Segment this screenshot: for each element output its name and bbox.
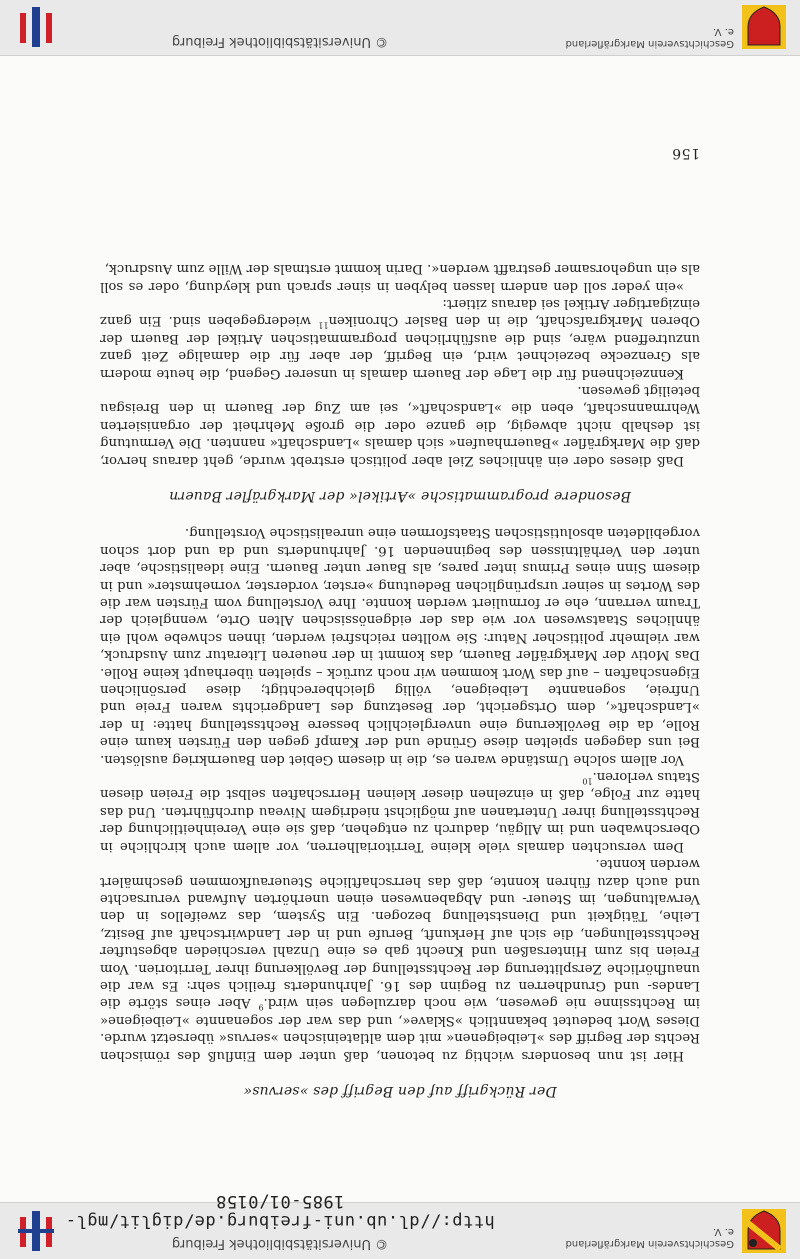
coat-of-arms-icon [742,1209,786,1253]
footnote-marker[interactable]: 10 [582,776,593,786]
section-heading-artikel: Besondere programmatische »Artikel« der Markgräfler Bauern [168,488,632,504]
association-name: Geschichtsverein Markgräflerland e. V. [565,1226,734,1249]
association-name: Geschichtsverein Markgräflerland e. V. [565,26,734,49]
paragraph: »ein yeder soll den andern lassen belyben in siner sprach und kleydung, oder es soll als ein ungehorsamer gestrafft werden«. Darin kommt erstmals der Wille zum Ausdruck, [100,261,700,294]
footnote-marker[interactable]: 9 [258,1002,264,1012]
paragraph: Kennzeichnend für die Lage der Bauern damals in unserer Gegend, die heute modern als Grenzecke bezeichnet wird, ein Begriff, der aber für die damalige Zeit ganz unzutreffend wäre, sind die ausführlichen programmatischen Artikel der Bauern der Oberen Markgrafschaft, die in den Basler Chroniken$^{11}$ wiedergegeben sind. Ein ganz einzigartiger Artikel sei daraus zitiert: [100,295,700,381]
paragraph: Vor allem solche Umstände waren es, die in diesem Gebiet den Bauernkrieg auslösten. Bei uns dagegen spielten diese Gründe und der Kampf gegen den Fürsten kaum eine Rolle, da die Bevölkerung eine unvergleichlich bessere Rechtsstellung hatte: In der »Landschaft«, dem Ortsgericht, der Besetzung des Landgerichts waren Freie und Unfreie, sogenannte Leibeigene, völlig gleichberechtigt; diese persönlichen Eigenschaften – auf das Wort kommen wir noch zurück – spielten überhaupt keine Rolle. Das Motiv der Markgräfler Bauern, das kommt in der neueren Literatur zum Ausdruck, war vielmehr politischer Natur: Sie wollten reichsfrei werden, ihnen schwebe wohl ein ähnliches Staatswesen vor wie das der eidgenössischen Alten Orte, wenngleich der Traum verrann, ehe er formuliert werden konnte. Ihre Vorstellung vom Fürsten war die des Wortes in seiner ursprünglichen Bedeutung »erster, vorderster, vornehmster« und in diesem Sinn eines Primus inter pares, als Bauer unter Bauern. Eine idealistische, aber unter den Verhältnissen des beginnenden 16. Jahrhunderts und da und dort schon vorgebildeten absolutistischen Staatsformen eine unrealistische Vorstellung. [100,525,700,767]
paragraph: Daß dieses oder ein ähnliches Ziel aber politisch erstrebt wurde, geht daraus hervor, daß die Markgräfler »Bauernhaufen« sich damals »Landschaft« nannten. Die Vermutung ist deshalb nicht abwegig, die ganze oder die große Mehrheit der organisierten Wehrmannschaft, eben die »Landschaft«, sei am Zug der Bauern in den Breisgau beteiligt gewesen. [100,382,700,468]
footnote-marker[interactable]: 11 [318,320,329,330]
coat-of-arms-icon [742,5,786,49]
library-copyright: © Universitätsbibliothek Freiburg [171,1236,389,1251]
library-copyright: © Universitätsbibliothek Freiburg [171,34,389,49]
footer-band [0,0,800,56]
university-library-logo-icon [14,1209,58,1253]
section-heading-servus: Der Rückgriff auf den Begriff des »servus« [243,1083,557,1099]
document-url[interactable]: http://dl.ub.uni-freiburg.de/diglit/mgl-1985-01/0158 [65,1191,495,1231]
page-number: 156 [671,145,700,161]
header-band [0,1191,800,1259]
paragraph: Dem versuchten damals viele kleine Territorialherren, vor allem auch kirchliche in Oberschwaben und im Allgäu, dadurch zu entgehen, daß sie eine Vereinheitlichung der Rechtsstellung ihrer Untertanen auf möglichst niedrigem Niveau durchführten. Und das hatte zur Folge, daß in einzelnen dieser kleinen Herrschaften selbst die Freien diesen Status verloren.$^{10}$ [100,769,700,854]
paragraph: Hier ist nun besonders wichtig zu betonen, daß unter dem Einfluß des römischen Rechts der Begriff des »Leibeigenen« mit dem altlateinischen »servus« übersetzt wurde. Dieses Wort bedeutet bekanntlich »Sklave«, und das war der sogenannte »Leibeigene« im Rechtssinne nie gewesen, wie noch darzulegen sein wird.$^9$ Aber eines störte die Landes- und Grundherren zu Beginn des 16. Jahrhunderts freilich sehr: Es war die unaufhörliche Zersplitterung der Rechtsstellung der Bevölkerung ihrer Territorien. Vom Freien bis zum Hintersaßen und Knecht gab es eine Unzahl verschieden abgestufter Rechtsstellungen, die sich auf Herkunft, Berufe und in der Landwirtschaft auf Besitz, Leihe, Tätigkeit und Dienststellung bezogen. Ein System, das zweifellos in den Verwaltungen, im Steuer- und Abgabenwesen einen unerhörten Aufwand verursachte und auch dazu führen konnte, daß das herrschaftliche Steueraufkommen geschmälert werden konnte. [100,856,700,1063]
university-library-logo-icon [14,5,58,49]
page-body [100,260,700,1171]
